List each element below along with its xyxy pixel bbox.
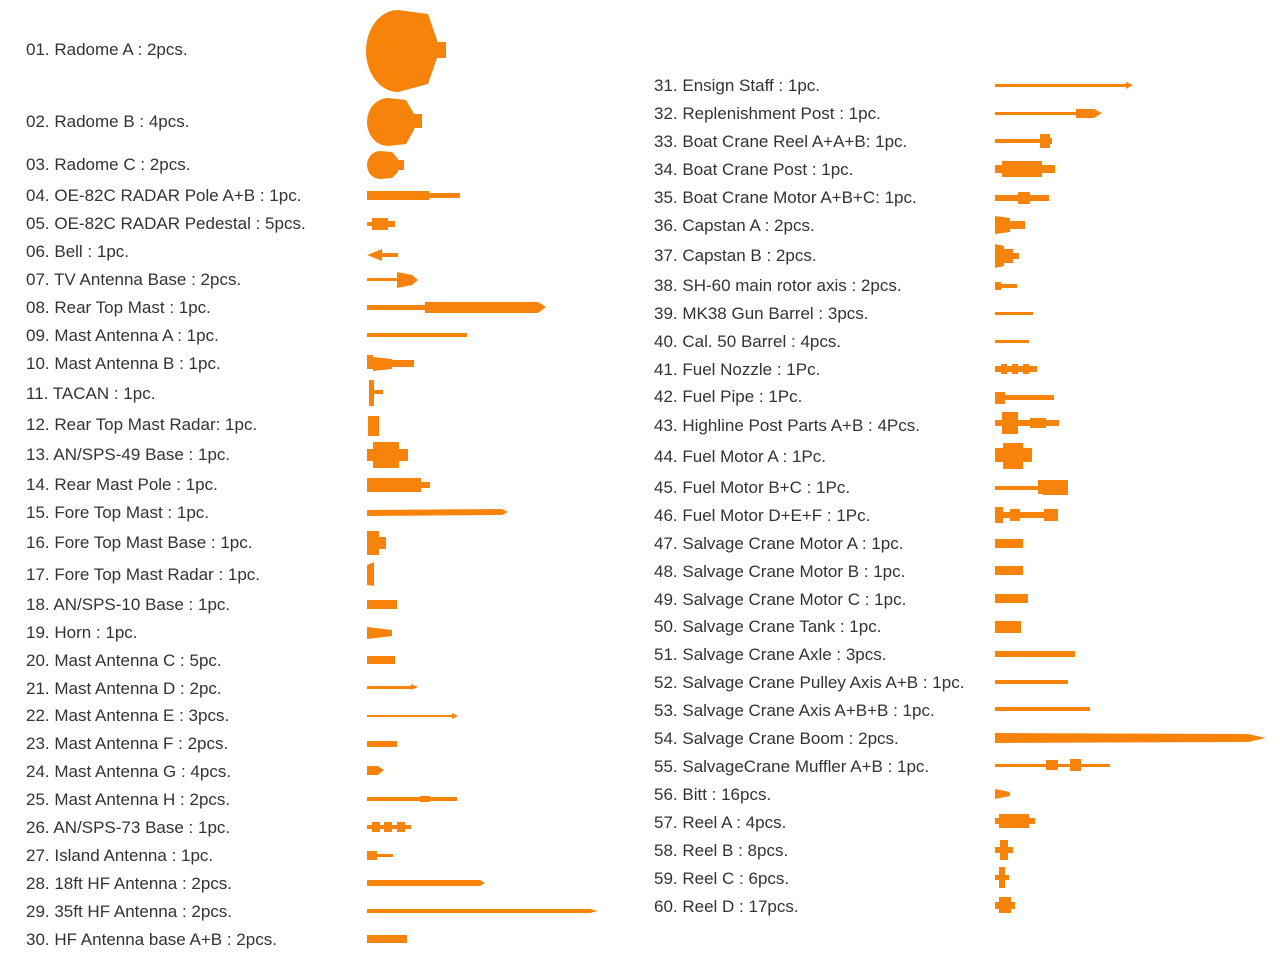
part-label-53: 53. Salvage Crane Axis A+B+B : 1pc. — [654, 701, 935, 720]
part-55-salvage-crane-muffler-icon — [995, 759, 1110, 771]
part-60-reel-d-icon — [995, 897, 1015, 913]
part-label-41: 41. Fuel Nozzle : 1Pc. — [654, 360, 821, 379]
part-57-reel-a-icon — [995, 814, 1035, 828]
part-04-radar-pole-icon — [367, 191, 460, 200]
part-label-38: 38. SH-60 main rotor axis : 2pcs. — [654, 276, 902, 295]
part-17-fore-top-mast-radar-icon — [367, 562, 374, 586]
part-label-32: 32. Replenishment Post : 1pc. — [654, 104, 881, 123]
part-32-replenishment-post-icon — [995, 109, 1102, 118]
part-23-mast-antenna-f-icon — [367, 741, 397, 747]
part-09-mast-antenna-a-icon — [367, 333, 467, 337]
part-label-40: 40. Cal. 50 Barrel : 4pcs. — [654, 332, 842, 351]
part-46-fuel-motor-def-icon — [995, 507, 1058, 523]
part-label-18: 18. AN/SPS-10 Base : 1pc. — [26, 595, 231, 614]
part-59-reel-c-icon — [995, 867, 1009, 888]
part-label-52: 52. Salvage Crane Pulley Axis A+B : 1pc. — [654, 673, 965, 692]
part-label-17: 17. Fore Top Mast Radar : 1pc. — [26, 565, 261, 584]
part-03-radome-c-icon — [367, 151, 404, 179]
part-label-34: 34. Boat Crane Post : 1pc. — [654, 160, 854, 179]
part-01-radome-a-icon — [366, 10, 446, 92]
part-label-50: 50. Salvage Crane Tank : 1pc. — [654, 617, 882, 636]
part-13-sps-49-base-icon — [367, 442, 408, 468]
part-30-hf-antenna-base-icon — [367, 935, 407, 943]
part-label-24: 24. Mast Antenna G : 4pcs. — [26, 762, 232, 781]
part-11-tacan-icon — [369, 380, 383, 406]
part-08-rear-top-mast-icon — [367, 302, 546, 313]
part-label-03: 03. Radome C : 2pcs. — [26, 155, 191, 174]
part-22-mast-antenna-e-icon — [367, 713, 458, 719]
part-label-46: 46. Fuel Motor D+E+F : 1Pc. — [654, 506, 871, 525]
part-47-salvage-crane-motor-a-icon — [995, 539, 1023, 548]
part-label-37: 37. Capstan B : 2pcs. — [654, 246, 817, 265]
part-label-22: 22. Mast Antenna E : 3pcs. — [26, 706, 230, 725]
part-label-56: 56. Bitt : 16pcs. — [654, 785, 772, 804]
part-label-35: 35. Boat Crane Motor A+B+C: 1pc. — [654, 188, 917, 207]
part-label-15: 15. Fore Top Mast : 1pc. — [26, 503, 209, 522]
part-label-60: 60. Reel D : 17pcs. — [654, 897, 799, 916]
part-label-47: 47. Salvage Crane Motor A : 1pc. — [654, 534, 904, 553]
part-27-island-antenna-icon — [367, 851, 393, 860]
part-10-mast-antenna-b-icon — [367, 355, 414, 371]
part-label-23: 23. Mast Antenna F : 2pcs. — [26, 734, 229, 753]
part-label-48: 48. Salvage Crane Motor B : 1pc. — [654, 562, 906, 581]
part-40-cal50-barrel-icon — [995, 340, 1029, 343]
part-35-boat-crane-motor-icon — [995, 192, 1049, 204]
part-05-radar-pedestal-icon — [367, 218, 395, 230]
part-label-33: 33. Boat Crane Reel A+A+B: 1pc. — [654, 132, 908, 151]
part-15-fore-top-mast-icon — [367, 509, 508, 516]
part-14-rear-mast-pole-icon — [367, 478, 430, 492]
part-label-45: 45. Fuel Motor B+C : 1Pc. — [654, 478, 851, 497]
part-label-19: 19. Horn : 1pc. — [26, 623, 138, 642]
part-label-13: 13. AN/SPS-49 Base : 1pc. — [26, 445, 231, 464]
part-label-20: 20. Mast Antenna C : 5pc. — [26, 651, 222, 670]
part-28-18ft-hf-antenna-icon — [367, 880, 485, 886]
part-label-25: 25. Mast Antenna H : 2pcs. — [26, 790, 231, 809]
part-51-salvage-crane-axle-icon — [995, 651, 1075, 657]
part-43-highline-post-parts-icon — [995, 412, 1059, 434]
part-label-12: 12. Rear Top Mast Radar: 1pc. — [26, 415, 258, 434]
part-24-mast-antenna-g-icon — [367, 766, 384, 775]
part-44-fuel-motor-a-icon — [995, 443, 1032, 469]
part-21-mast-antenna-d-icon — [367, 684, 418, 690]
part-label-49: 49. Salvage Crane Motor C : 1pc. — [654, 590, 907, 609]
part-31-ensign-staff-icon — [995, 82, 1133, 89]
part-56-bitt-icon — [995, 789, 1010, 799]
part-18-sps-10-base-icon — [367, 600, 397, 609]
part-label-58: 58. Reel B : 8pcs. — [654, 841, 789, 860]
part-label-09: 09. Mast Antenna A : 1pc. — [26, 326, 219, 345]
part-label-55: 55. SalvageCrane Muffler A+B : 1pc. — [654, 757, 930, 776]
part-20-mast-antenna-c-icon — [367, 656, 395, 664]
part-58-reel-b-icon — [995, 840, 1013, 860]
part-19-horn-icon — [367, 627, 392, 639]
part-54-salvage-crane-boom-icon — [995, 733, 1266, 743]
part-38-rotor-axis-icon — [995, 282, 1017, 290]
part-label-16: 16. Fore Top Mast Base : 1pc. — [26, 533, 253, 552]
part-label-42: 42. Fuel Pipe : 1Pc. — [654, 387, 803, 406]
part-label-27: 27. Island Antenna : 1pc. — [26, 846, 214, 865]
part-label-07: 07. TV Antenna Base : 2pcs. — [26, 270, 242, 289]
part-52-salvage-crane-pulley-axis-icon — [995, 680, 1068, 684]
part-50-salvage-crane-tank-icon — [995, 621, 1021, 633]
part-label-30: 30. HF Antenna base A+B : 2pcs. — [26, 930, 277, 949]
part-label-28: 28. 18ft HF Antenna : 2pcs. — [26, 874, 233, 893]
part-07-tv-antenna-base-icon — [367, 272, 418, 288]
part-label-39: 39. MK38 Gun Barrel : 3pcs. — [654, 304, 869, 323]
part-label-02: 02. Radome B : 4pcs. — [26, 112, 190, 131]
part-label-57: 57. Reel A : 4pcs. — [654, 813, 787, 832]
part-26-sps-73-base-icon — [367, 822, 411, 832]
part-label-05: 05. OE-82C RADAR Pedestal : 5pcs. — [26, 214, 306, 233]
part-label-31: 31. Ensign Staff : 1pc. — [654, 76, 821, 95]
part-label-01: 01. Radome A : 2pcs. — [26, 40, 188, 59]
part-label-43: 43. Highline Post Parts A+B : 4Pcs. — [654, 416, 920, 435]
part-label-14: 14. Rear Mast Pole : 1pc. — [26, 475, 218, 494]
part-label-11: 11. TACAN : 1pc. — [26, 384, 156, 403]
part-label-08: 08. Rear Top Mast : 1pc. — [26, 298, 211, 317]
part-29-35ft-hf-antenna-icon — [367, 909, 598, 913]
part-34-boat-crane-post-icon — [995, 161, 1055, 177]
part-12-rear-top-mast-radar-icon — [368, 416, 379, 436]
part-16-fore-top-mast-base-icon — [367, 531, 386, 555]
part-label-51: 51. Salvage Crane Axle : 3pcs. — [654, 645, 887, 664]
part-53-salvage-crane-axis-icon — [995, 707, 1090, 711]
part-25-mast-antenna-h-icon — [367, 796, 457, 802]
part-label-59: 59. Reel C : 6pcs. — [654, 869, 790, 888]
part-49-salvage-crane-motor-c-icon — [995, 594, 1028, 603]
part-42-fuel-pipe-icon — [995, 392, 1054, 404]
part-37-capstan-b-icon — [995, 244, 1019, 268]
part-48-salvage-crane-motor-b-icon — [995, 566, 1023, 575]
part-06-bell-icon — [367, 249, 398, 261]
part-33-boat-crane-reel-icon — [995, 134, 1052, 148]
part-39-mk38-gun-barrel-icon — [995, 312, 1033, 315]
part-label-44: 44. Fuel Motor A : 1Pc. — [654, 447, 826, 466]
part-41-fuel-nozzle-icon — [995, 364, 1037, 374]
part-label-26: 26. AN/SPS-73 Base : 1pc. — [26, 818, 231, 837]
part-label-10: 10. Mast Antenna B : 1pc. — [26, 354, 221, 373]
part-label-36: 36. Capstan A : 2pcs. — [654, 216, 815, 235]
part-label-54: 54. Salvage Crane Boom : 2pcs. — [654, 729, 899, 748]
part-label-29: 29. 35ft HF Antenna : 2pcs. — [26, 902, 233, 921]
part-label-04: 04. OE-82C RADAR Pole A+B : 1pc. — [26, 186, 302, 205]
part-label-06: 06. Bell : 1pc. — [26, 242, 130, 261]
part-45-fuel-motor-bc-icon — [995, 480, 1068, 495]
part-36-capstan-a-icon — [995, 216, 1025, 234]
part-label-21: 21. Mast Antenna D : 2pc. — [26, 679, 222, 698]
part-02-radome-b-icon — [367, 98, 422, 146]
